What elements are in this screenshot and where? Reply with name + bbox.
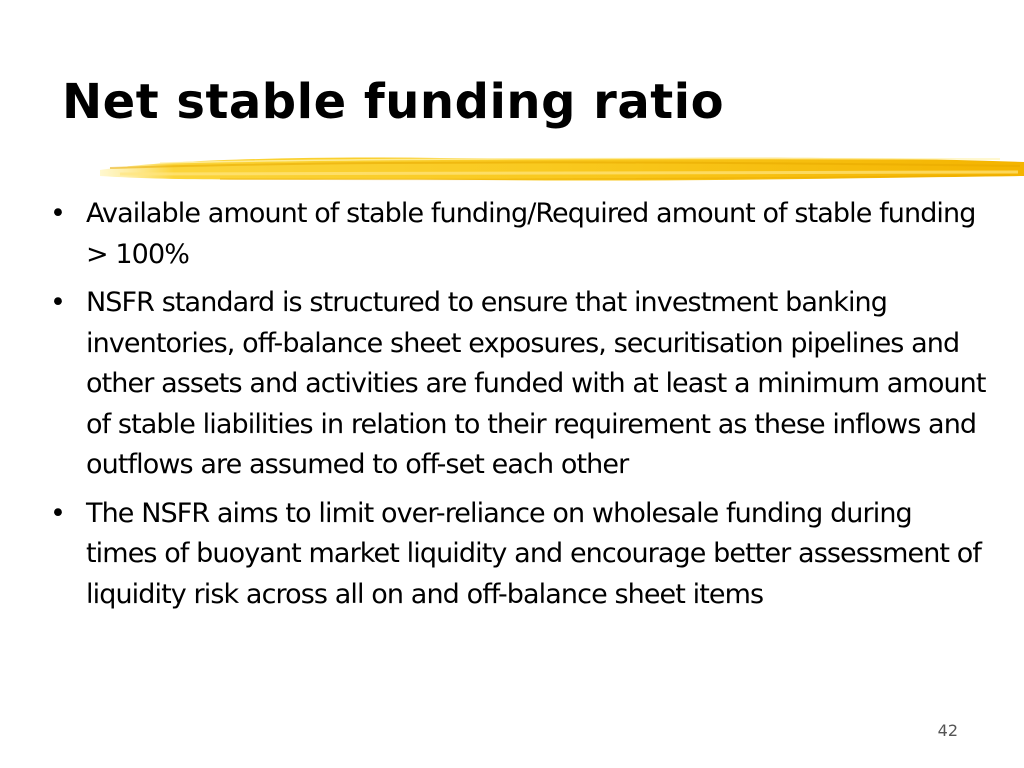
bullet-list xyxy=(48,194,988,623)
bullet-marker: • xyxy=(50,497,66,529)
title-underline-brushstroke xyxy=(100,146,1024,188)
bullet-text: The NSFR aims to limit over-reliance on wholesale funding during times of buoyant market liquidity and encourage better assessment of liquidity risk across all on and off-balance sheet items xyxy=(86,497,981,610)
bullet-marker: • xyxy=(50,198,66,229)
bullet-item xyxy=(48,194,988,275)
bullet-text: Available amount of stable funding/Required amount of stable funding > 100% xyxy=(86,198,976,270)
bullet-item xyxy=(48,283,988,486)
bullet-item xyxy=(48,494,988,616)
bullet-text: NSFR standard is structured to ensure that investment banking inventories, off-balance sheet exposures, securitisation pipelines and other assets and activities are funded with at least a minimum amount of stable liabilities in relation to their requirement as these inflows and outflows are assumed to off-set each other xyxy=(86,287,986,480)
bullet-marker: • xyxy=(50,287,66,318)
slide-title: Net stable funding ratio xyxy=(62,74,725,130)
page-number: 42 xyxy=(937,721,958,740)
